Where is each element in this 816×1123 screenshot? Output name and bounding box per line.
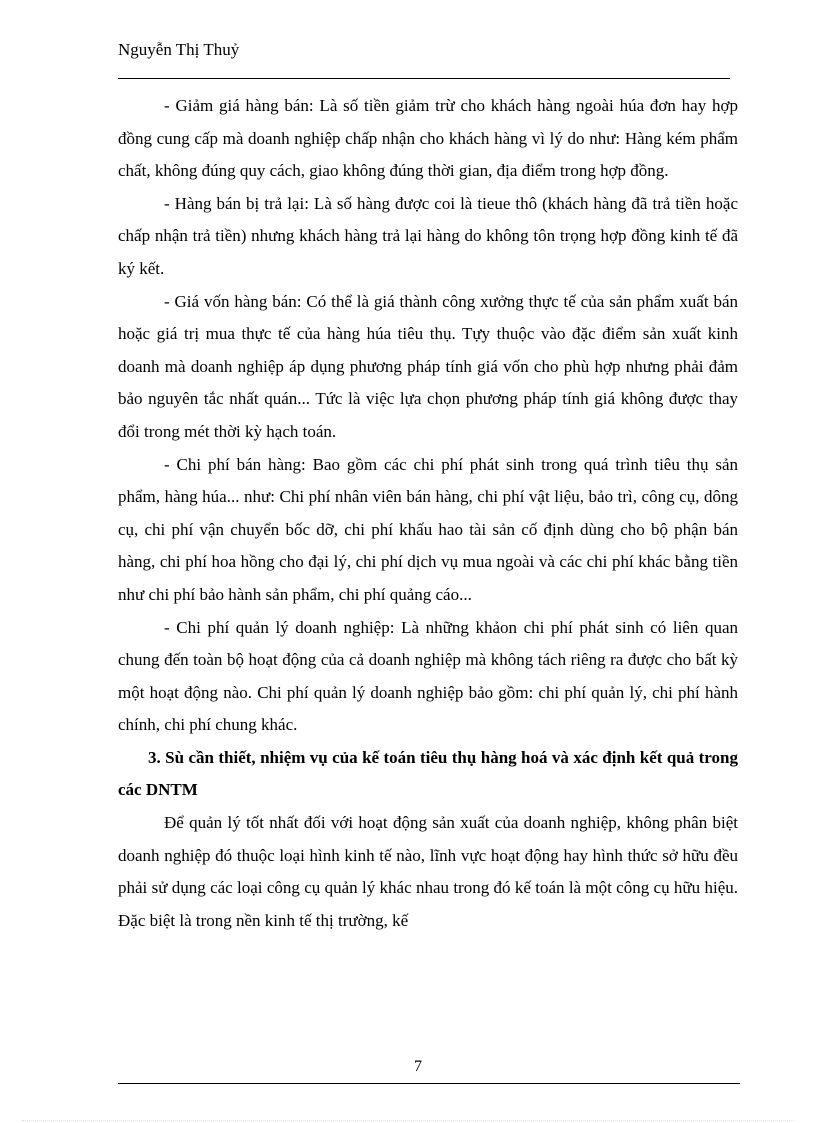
paragraph-returned-goods: - Hàng bán bị trả lại: Là số hàng được coi là tieue thô (khách hàng đã trả tiền hoặc chấp nhận trả tiền) nhưng khách hàng trả lại hàng do không tôn trọng hợp đồng kinh tế đã ký kết.	[118, 193, 738, 278]
paragraph-selling-expenses: - Chi phí bán hàng: Bao gồm các chi phí phát sinh trong quá trình tiêu thụ sản phẩm, hàng húa... như: Chi phí nhân viên bán hàng, chi phí vật liệu, bảo trì, công cụ, dông cụ, chi phí vận chuyển bốc dỡ, chi phí khấu hao tài sản cố định dùng cho bộ phận bán hàng, chi phí hoa hồng cho đại lý, chi phí dịch vụ mua ngoài và các chi phí khác bằng tiền như chi phí bảo hành sản phẩm, chi phí quảng cáo...	[118, 454, 738, 604]
footer-rule	[118, 1083, 740, 1084]
document-body	[118, 90, 738, 937]
paragraph-sales-discount: - Giảm giá hàng bán: Là số tiền giảm trừ cho khách hàng ngoài húa đơn hay hợp đồng cung cấp mà doanh nghiệp chấp nhận cho khách hàng vì lý do như: Hàng kém phẩm chất, không đúng quy cách, giao không đúng thời gian, địa điểm trong hợp đồng.	[118, 96, 738, 181]
paragraph-admin-expenses: - Chi phí quản lý doanh nghiệp: Là những khảon chi phí phát sinh có liên quan chung đến toàn bộ hoạt động của cả doanh nghiệp mà không tách riêng ra được cho bất kỳ một hoạt động nào. Chi phí quản lý doanh nghiệp bảo gồm: chi phí quản lý, chi phí hành chính, chi phí chung khác.	[118, 617, 738, 735]
paragraph-intro: Để quản lý tốt nhất đối với hoạt động sản xuất của doanh nghiệp, không phân biệt doanh nghiệp đó thuộc loại hình kinh tế nào, lĩnh vực hoạt động hay hình thức sở hữu đều phải sử dụng các loại công cụ quản lý khác nhau trong đó kế toán là một công cụ hữu hiệu. Đặc biệt là trong nền kinh tế thị trường, kế	[118, 813, 738, 930]
header-rule	[118, 78, 730, 79]
header-author: Nguyễn Thị Thuỷ	[118, 40, 240, 59]
paragraph-cost-of-goods: - Giá vốn hàng bán: Có thể là giá thành công xưởng thực tế của sản phẩm xuất bán hoặc giá trị mua thực tế của hàng húa tiêu thụ. Tựy thuộc vào đặc điểm sản xuất kinh doanh mà doanh nghiệp áp dụng phương pháp tính giá vốn cho phù hợp nhưng phải đảm bảo nguyên tắc nhất quán... Tức là việc lựa chọn phương pháp tính giá không được thay đổi trong mét thời kỳ hạch toán.	[118, 291, 738, 441]
page-number: 7	[414, 1058, 422, 1075]
page-edge-divider	[22, 1120, 794, 1121]
section-heading: 3. Sù cần thiết, nhiệm vụ của kế toán tiêu thụ hàng hoá và xác định kết quả trong các DNTM	[118, 747, 738, 800]
